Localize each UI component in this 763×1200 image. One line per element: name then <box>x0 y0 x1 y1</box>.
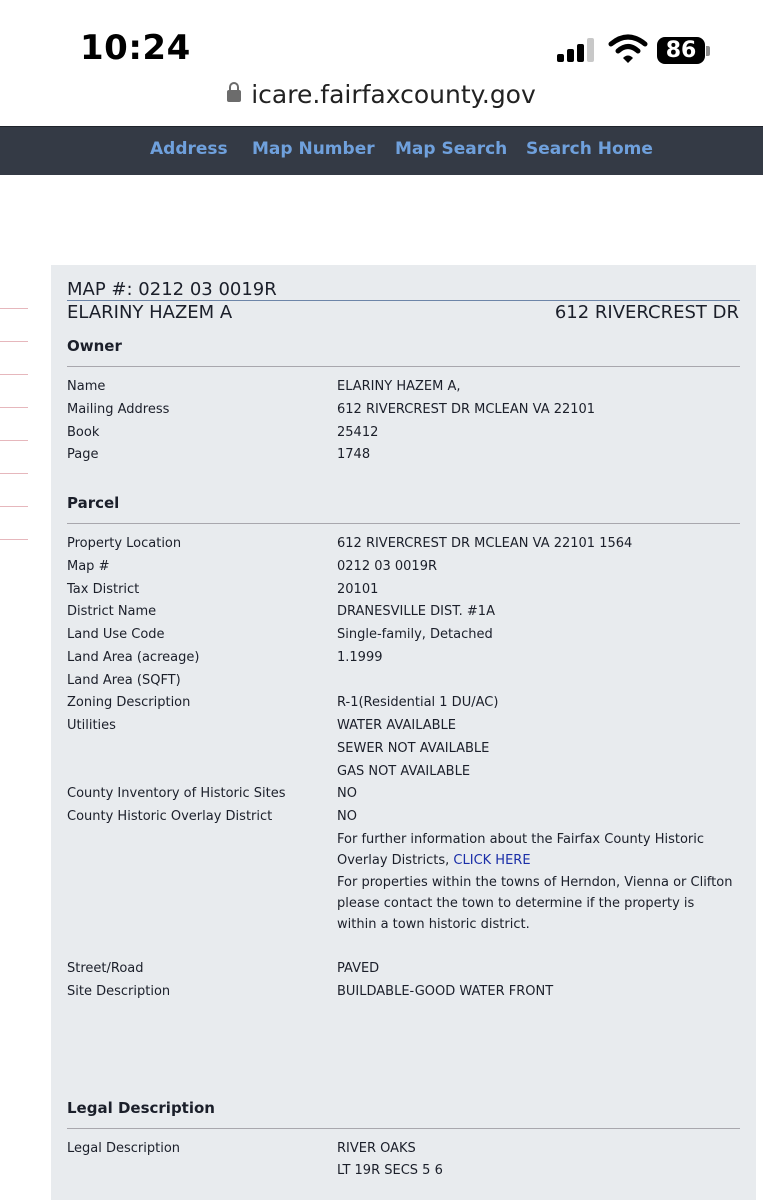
row-value: SEWER NOT AVAILABLE <box>337 741 490 756</box>
parcel-row <box>67 718 740 740</box>
row-label: Book <box>67 425 100 440</box>
wifi-icon <box>608 34 648 64</box>
row-value: NO <box>337 786 357 801</box>
nav-search-home-link[interactable]: Search Home <box>526 139 653 159</box>
row-label: Site Description <box>67 984 171 999</box>
section-rule <box>67 366 740 367</box>
row-label: Name <box>67 379 106 394</box>
parcel-row <box>67 741 740 763</box>
edge-divider <box>0 341 28 342</box>
cellular-signal-icon <box>557 38 597 62</box>
parcel-row <box>67 764 740 786</box>
parcel-row <box>67 650 740 672</box>
row-value: 20101 <box>337 582 379 597</box>
row-label: County Inventory of Historic Sites <box>67 786 286 801</box>
row-label: Land Area (acreage) <box>67 650 200 665</box>
owner-row <box>67 447 740 469</box>
row-value: Single-family, Detached <box>337 627 493 642</box>
row-label: Legal Description <box>67 1141 181 1156</box>
edge-divider <box>0 374 28 375</box>
parcel-row <box>67 984 740 1006</box>
parcel-row <box>67 536 740 558</box>
parcel-row <box>67 582 740 604</box>
row-label: Zoning Description <box>67 695 191 710</box>
row-value: WATER AVAILABLE <box>337 718 457 733</box>
nav-map-number-link[interactable]: Map Number <box>252 139 375 159</box>
legal-row <box>67 1163 740 1185</box>
row-label: Street/Road <box>67 961 144 976</box>
owner-row <box>67 425 740 447</box>
battery-icon: 86 <box>657 37 705 64</box>
parcel-row <box>67 673 740 695</box>
property-panel <box>51 265 756 1200</box>
parcel-row <box>67 559 740 581</box>
row-label: Tax District <box>67 582 140 597</box>
parcel-row <box>67 604 740 626</box>
parcel-row <box>67 786 740 808</box>
edge-divider <box>0 473 28 474</box>
row-value: DRANESVILLE DIST. #1A <box>337 604 495 619</box>
parcel-section-title: Parcel <box>67 494 120 512</box>
row-value: ELARINY HAZEM A, <box>337 379 461 394</box>
owner-section-title: Owner <box>67 337 122 355</box>
row-value: R-1(Residential 1 DU/AC) <box>337 695 499 710</box>
parcel-row <box>67 695 740 717</box>
row-label: Map # <box>67 559 110 574</box>
section-rule <box>67 1128 740 1129</box>
row-value: PAVED <box>337 961 380 976</box>
row-value: RIVER OAKS <box>337 1141 416 1156</box>
historic-note-text: For further information about the Fairfax County Historic Overlay Districts, <box>337 832 705 868</box>
status-bar <box>0 0 763 80</box>
row-value: 1748 <box>337 447 371 462</box>
map-number-heading: MAP #: 0212 03 0019R <box>67 279 277 300</box>
row-value: 0212 03 0019R <box>337 559 438 574</box>
row-value: 612 RIVERCREST DR MCLEAN VA 22101 <box>337 402 596 417</box>
legal-section-title: Legal Description <box>67 1099 215 1117</box>
edge-divider <box>0 539 28 540</box>
owner-row <box>67 379 740 401</box>
top-nav <box>0 126 763 175</box>
row-label: County Historic Overlay District <box>67 809 273 824</box>
row-value: GAS NOT AVAILABLE <box>337 764 471 779</box>
row-label: Mailing Address <box>67 402 170 417</box>
lock-icon <box>227 90 241 102</box>
parcel-row <box>67 961 740 983</box>
row-label: Land Area (SQFT) <box>67 673 181 688</box>
owner-heading: ELARINY HAZEM A <box>67 302 233 323</box>
section-rule <box>67 523 740 524</box>
clock: 10:24 <box>80 28 191 68</box>
row-value: BUILDABLE-GOOD WATER FRONT <box>337 984 554 999</box>
nav-map-search-link[interactable]: Map Search <box>395 139 508 159</box>
row-label: Land Use Code <box>67 627 165 642</box>
parcel-row <box>67 627 740 649</box>
row-label: District Name <box>67 604 157 619</box>
nav-address-link[interactable]: Address <box>150 139 228 159</box>
parcel-row <box>67 809 740 831</box>
address-heading: 612 RIVERCREST DR <box>554 302 739 323</box>
edge-divider <box>0 506 28 507</box>
owner-row <box>67 402 740 424</box>
click-here-link[interactable]: CLICK HERE <box>453 853 531 868</box>
row-label: Property Location <box>67 536 182 551</box>
header-rule <box>67 300 740 301</box>
address-bar[interactable] <box>0 80 763 109</box>
row-label: Page <box>67 447 99 462</box>
edge-divider <box>0 440 28 441</box>
towns-note: For properties within the towns of Herndon, Vienna or Clifton please contact the town to determine if the property is within a town historic district. <box>337 875 733 932</box>
battery-tip <box>706 46 710 56</box>
row-value: 612 RIVERCREST DR MCLEAN VA 22101 1564 <box>337 536 633 551</box>
row-label: Utilities <box>67 718 116 733</box>
row-value: NO <box>337 809 357 824</box>
legal-row <box>67 1141 740 1163</box>
row-value: 1.1999 <box>337 650 383 665</box>
row-value: LT 19R SECS 5 6 <box>337 1163 443 1178</box>
edge-divider <box>0 308 28 309</box>
edge-divider <box>0 407 28 408</box>
url-text: icare.fairfaxcounty.gov <box>251 80 536 109</box>
historic-overlay-note <box>337 829 737 871</box>
row-value: 25412 <box>337 425 379 440</box>
